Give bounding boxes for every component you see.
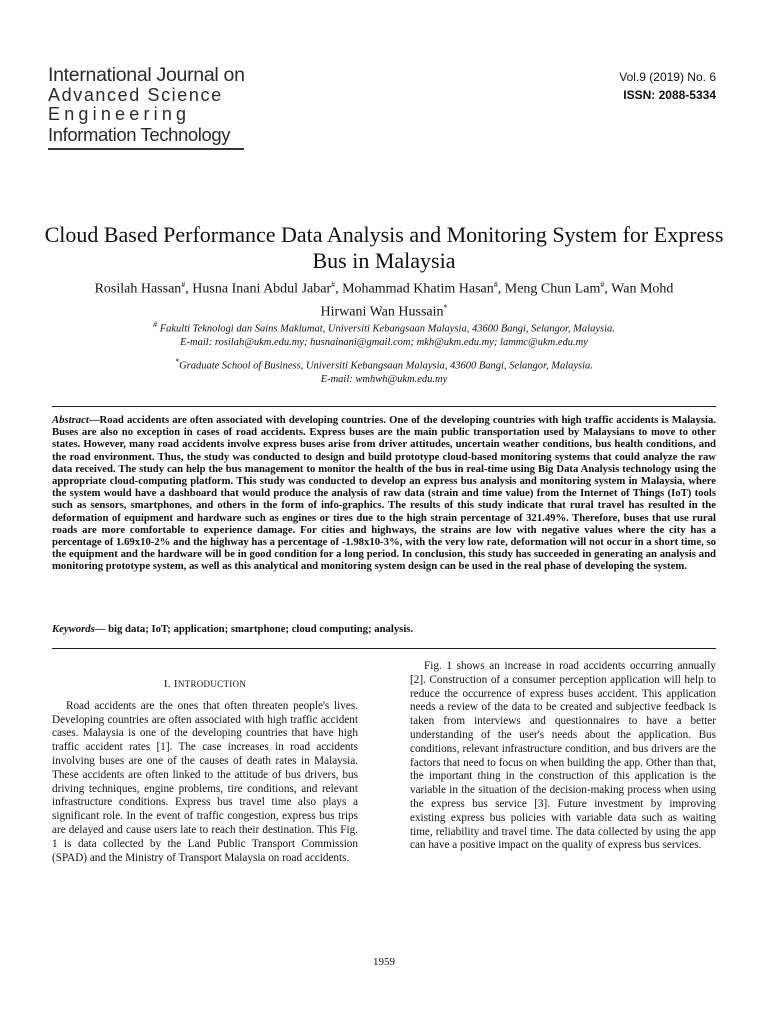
affiliation-mark: * <box>175 357 180 366</box>
affiliation-mark: # <box>493 280 498 289</box>
author-name: Rosilah Hassan <box>94 281 182 297</box>
affiliation-2-name: Graduate School of Business, Universiti Kebangsaan Malaysia, 43600 Bangi, Selangor, Malaysia. <box>179 360 593 372</box>
left-column <box>52 660 358 865</box>
journal-logo-line2: Advanced Science <box>48 85 223 105</box>
volume-issue: Vol.9 (2019) No. 6 <box>619 70 716 84</box>
affiliation-mark: # <box>153 320 158 329</box>
affiliation-mark: # <box>331 280 336 289</box>
paper-title: Cloud Based Performance Data Analysis and Monitoring System for Express Bus in Malaysia <box>44 222 724 273</box>
affiliation-mark: # <box>600 280 605 289</box>
author-name: , Mohammad Khatim Hasan <box>335 281 494 297</box>
affiliation-2-email: E-mail: wmhwh@ukm.edu.my <box>320 373 448 385</box>
affiliation-1 <box>52 318 716 349</box>
journal-logo-line1: International Journal on <box>48 64 245 86</box>
keywords-label: Keywords <box>52 623 95 635</box>
author-name: , Meng Chun Lam <box>497 281 601 297</box>
issn: ISSN: 2088-5334 <box>623 88 716 102</box>
abstract-label: Abstract <box>52 414 89 426</box>
abstract <box>52 414 716 573</box>
author-list <box>52 276 716 321</box>
section-title: NTRODUCTION <box>177 679 247 689</box>
page-number: 1959 <box>373 956 395 968</box>
author-name: , Husna Inani Abdul Jabar <box>185 281 332 297</box>
affiliation-1-name: Fakulti Teknologi dan Sains Maklumat, Universiti Kebangsaan Malaysia, 43600 Bangi, Selangor, Malaysia. <box>159 323 615 335</box>
horizontal-rule <box>52 648 716 649</box>
journal-logo-line3: Engineering <box>48 104 191 124</box>
affiliation-mark: # <box>181 280 186 289</box>
journal-logo <box>48 64 258 150</box>
affiliation-mark: * <box>443 302 448 312</box>
author-name: Hirwani Wan Hussain <box>320 304 444 320</box>
volume-info <box>619 68 716 104</box>
journal-logo-line4: Information Technology <box>48 124 231 145</box>
right-column <box>410 660 716 853</box>
abstract-text: —Road accidents are often associated with developing countries. One of the developing countries with high traffic accidents is Malaysia. Buses are also no exception in cases of road accidents. Express buses are the main public transportation used by Malaysians to move to other states. However, many road accidents involve express buses arise from driver attitudes, uncertain weather conditions, bus health conditions, and the road environment. Thus, the study was conducted to design and build prototype cloud-based monitoring systems that could analyze the raw data received. The study can help the bus management to monitor the health of the bus in real-time using Big Data Analysis technology using the appropriate cloud-computing platform. This study was conducted to develop an express bus analysis and monitoring system in Malaysia, where the system would have a dashboard that would produce the analysis of raw data (strain and time value) from the Internet of Things (IoT) tools such as sensors, smartphones, and others in the form of info-graphics. The results of this study indicate that rural travel has resulted in the deformation of equipment and hardware such as engines or tires due to the high strain percentage of 321.49%. Therefore, buses that use rural roads are more comfortable to experience damage. For cities and highways, the strains are low with negative values where the city has a percentage of 1.69x10-2% and the highway has a percentage of -1.98x10-3%, with the very low rate, deformation will not occur in a short time, so the equipment and the hardware will be in good condition for a long period. In conclusion, this study has succeeded in generating an analysis and monitoring prototype system, as well as this analytical and monitoring system design can be used in the real phase of developing the system. <box>52 414 716 573</box>
keywords-text: — big data; IoT; application; smartphone; cloud computing; analysis. <box>94 623 414 635</box>
logo-underline <box>48 148 244 150</box>
section-heading-introduction <box>52 678 358 692</box>
author-name: , Wan Mohd <box>604 281 674 297</box>
horizontal-rule <box>52 406 716 407</box>
intro-paragraph-1: Road accidents are the ones that often threaten people's lives. Developing countries are often associated with high traffic accident cases. Malaysia is one of the developing countries that have high traffic accident rates [1]. The case increases in road accidents involving buses are one of the causes of death rates in Malaysia. These accidents are often linked to the attitude of bus drivers, bus driving techniques, engine problems, tire conditions, and relevant infrastructure conditions. Express bus travel time also plays a significant role. In the event of traffic congestion, express bus trips are delayed and cause users late to reach their destination. This Fig. 1 is data collected by the Land Public Transport Commission (SPAD) and the Ministry of Transport Malaysia on road accidents. <box>52 699 358 864</box>
intro-paragraph-2: Fig. 1 shows an increase in road accidents occurring annually [2]. Construction of a consumer perception application will help to reduce the occurrence of express buses accident. This application needs a review of the data to be created and subjective feedback is taken from interviews and questionnaires to have a better understanding of the user's needs about the application. Bus conditions, relevant infrastructure condition, and bus drivers are the factors that need to focus on when building the app. Other than that, the important thing in the construction of this application is the variable in the situation of the decision-making process when using the express bus service [3]. Future investment by improving existing express bus policies with variable data such as waiting time, reliability and travel time. The data collected by using the app can have a positive impact on the quality of express bus services. <box>410 660 716 852</box>
affiliation-2 <box>52 355 716 386</box>
section-number: I. I <box>163 678 178 690</box>
affiliation-1-email: E-mail: rosilah@ukm.edu.my; husnainani@gmail.com; mkh@ukm.edu.my; lammc@ukm.edu.my <box>180 336 588 348</box>
keywords <box>52 623 716 636</box>
